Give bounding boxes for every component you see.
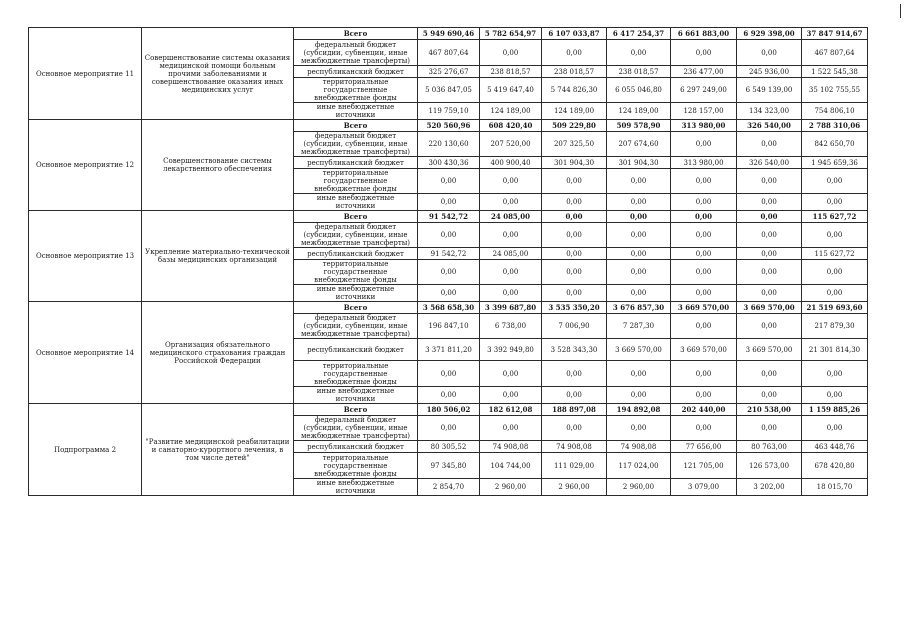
year-value-cell: 3 079,00 <box>671 479 737 496</box>
year-value-cell: 207 520,00 <box>480 132 542 157</box>
year-value-cell: 111 029,00 <box>542 453 607 479</box>
year-value-cell: 202 440,00 <box>671 404 737 416</box>
year-value-cell: 0,00 <box>671 40 737 66</box>
year-value-cell: 3 669 570,00 <box>737 302 802 314</box>
year-value-cell: 0,00 <box>542 223 607 248</box>
activity-description: Совершенствование системы лекарственного обеспечения <box>142 120 294 211</box>
year-value-cell: 134 323,00 <box>737 103 802 120</box>
year-value-cell: 196 847,10 <box>418 314 480 339</box>
year-value-cell: 0,00 <box>671 194 737 211</box>
funding-source: Всего <box>294 404 418 416</box>
year-value-cell: 0,00 <box>737 260 802 285</box>
year-value-cell: 0,00 <box>480 416 542 441</box>
year-value-cell: 24 085,00 <box>480 211 542 223</box>
year-value-cell: 509 229,80 <box>542 120 607 132</box>
year-value-cell: 0,00 <box>607 260 671 285</box>
year-value-cell: 301 904,30 <box>542 157 607 169</box>
total-value-cell: 115 627,72 <box>802 248 868 260</box>
year-value-cell: 5 036 847,05 <box>418 78 480 103</box>
funding-source: территориальные государственные внебюджетные фонды <box>294 361 418 387</box>
year-value-cell: 207 325,50 <box>542 132 607 157</box>
funding-source: территориальные государственные внебюджетные фонды <box>294 453 418 479</box>
year-value-cell: 5 419 647,40 <box>480 78 542 103</box>
year-value-cell: 3 399 687,80 <box>480 302 542 314</box>
year-value-cell: 6 549 139,00 <box>737 78 802 103</box>
total-value-cell: 21 519 693,60 <box>802 302 868 314</box>
year-value-cell: 2 960,00 <box>480 479 542 496</box>
total-value-cell: 467 807,64 <box>802 40 868 66</box>
year-value-cell: 0,00 <box>671 285 737 302</box>
year-value-cell: 117 024,00 <box>607 453 671 479</box>
year-value-cell: 0,00 <box>542 361 607 387</box>
year-value-cell: 0,00 <box>737 223 802 248</box>
funding-source: иные внебюджетные источники <box>294 387 418 404</box>
year-value-cell: 300 430,36 <box>418 157 480 169</box>
year-value-cell: 5 949 690,46 <box>418 28 480 40</box>
year-value-cell: 2 854,70 <box>418 479 480 496</box>
year-value-cell: 6 417 254,37 <box>607 28 671 40</box>
row-total <box>29 404 868 416</box>
year-value-cell: 0,00 <box>671 211 737 223</box>
year-value-cell: 6 929 398,00 <box>737 28 802 40</box>
year-value-cell: 6 297 249,00 <box>671 78 737 103</box>
total-value-cell: 0,00 <box>802 169 868 194</box>
activity-name: Основное мероприятие 12 <box>29 120 142 211</box>
year-value-cell: 0,00 <box>418 285 480 302</box>
year-value-cell: 0,00 <box>607 248 671 260</box>
total-value-cell: 0,00 <box>802 260 868 285</box>
year-value-cell: 80 305,52 <box>418 441 480 453</box>
year-value-cell: 0,00 <box>480 169 542 194</box>
year-value-cell: 0,00 <box>418 387 480 404</box>
year-value-cell: 0,00 <box>737 194 802 211</box>
year-value-cell: 3 392 949,80 <box>480 339 542 361</box>
row-total <box>29 28 868 40</box>
year-value-cell: 6 738,00 <box>480 314 542 339</box>
year-value-cell: 6 107 033,87 <box>542 28 607 40</box>
activity-name: Основное мероприятие 11 <box>29 28 142 120</box>
year-value-cell: 77 656,00 <box>671 441 737 453</box>
year-value-cell: 121 705,00 <box>671 453 737 479</box>
funding-source: федеральный бюджет (субсидии, субвенции, иные межбюджетные трансферты) <box>294 416 418 441</box>
activity-name: Подпрограмма 2 <box>29 404 142 496</box>
total-value-cell: 0,00 <box>802 416 868 441</box>
activity-description: Укрепление материально-технической базы медицинских организаций <box>142 211 294 302</box>
year-value-cell: 0,00 <box>418 416 480 441</box>
year-value-cell: 0,00 <box>737 132 802 157</box>
year-value-cell: 0,00 <box>737 40 802 66</box>
year-value-cell: 207 674,60 <box>607 132 671 157</box>
year-value-cell: 400 900,40 <box>480 157 542 169</box>
year-value-cell: 0,00 <box>542 211 607 223</box>
year-value-cell: 0,00 <box>480 40 542 66</box>
funding-source: Всего <box>294 28 418 40</box>
year-value-cell: 180 506,02 <box>418 404 480 416</box>
year-value-cell: 0,00 <box>542 387 607 404</box>
year-value-cell: 188 897,08 <box>542 404 607 416</box>
funding-source: иные внебюджетные источники <box>294 103 418 120</box>
year-value-cell: 124 189,00 <box>607 103 671 120</box>
year-value-cell: 0,00 <box>542 260 607 285</box>
year-value-cell: 238 818,57 <box>480 66 542 78</box>
total-value-cell: 842 650,70 <box>802 132 868 157</box>
year-value-cell: 97 345,80 <box>418 453 480 479</box>
year-value-cell: 3 202,00 <box>737 479 802 496</box>
year-value-cell: 0,00 <box>671 361 737 387</box>
funding-source: территориальные государственные внебюджетные фонды <box>294 169 418 194</box>
year-value-cell: 0,00 <box>542 169 607 194</box>
year-value-cell: 0,00 <box>480 260 542 285</box>
year-value-cell: 509 578,90 <box>607 120 671 132</box>
year-value-cell: 520 560,96 <box>418 120 480 132</box>
year-value-cell: 325 276,67 <box>418 66 480 78</box>
year-value-cell: 91 542,72 <box>418 248 480 260</box>
year-value-cell: 3 669 570,00 <box>671 302 737 314</box>
year-value-cell: 0,00 <box>607 416 671 441</box>
funding-source: федеральный бюджет (субсидии, субвенции, иные межбюджетные трансферты) <box>294 314 418 339</box>
year-value-cell: 0,00 <box>542 40 607 66</box>
year-value-cell: 245 936,00 <box>737 66 802 78</box>
funding-source: территориальные государственные внебюджетные фонды <box>294 260 418 285</box>
year-value-cell: 0,00 <box>418 169 480 194</box>
total-value-cell: 754 806,10 <box>802 103 868 120</box>
year-value-cell: 0,00 <box>607 361 671 387</box>
year-value-cell: 7 287,30 <box>607 314 671 339</box>
total-value-cell: 18 015,70 <box>802 479 868 496</box>
year-value-cell: 0,00 <box>671 132 737 157</box>
year-value-cell: 0,00 <box>607 223 671 248</box>
year-value-cell: 0,00 <box>542 285 607 302</box>
year-value-cell: 0,00 <box>418 194 480 211</box>
total-value-cell: 463 448,76 <box>802 441 868 453</box>
row-total <box>29 302 868 314</box>
year-value-cell: 236 477,00 <box>671 66 737 78</box>
year-value-cell: 0,00 <box>607 387 671 404</box>
year-value-cell: 467 807,64 <box>418 40 480 66</box>
row-total <box>29 120 868 132</box>
year-value-cell: 6 055 046,80 <box>607 78 671 103</box>
year-value-cell: 91 542,72 <box>418 211 480 223</box>
year-value-cell: 238 018,57 <box>607 66 671 78</box>
budget-table-body <box>29 28 868 496</box>
year-value-cell: 3 371 811,20 <box>418 339 480 361</box>
total-value-cell: 21 301 814,30 <box>802 339 868 361</box>
year-value-cell: 119 759,10 <box>418 103 480 120</box>
year-value-cell: 3 676 857,30 <box>607 302 671 314</box>
year-value-cell: 182 612,08 <box>480 404 542 416</box>
page-edge-mark <box>900 4 901 18</box>
year-value-cell: 210 538,00 <box>737 404 802 416</box>
year-value-cell: 0,00 <box>480 361 542 387</box>
total-value-cell: 0,00 <box>802 223 868 248</box>
year-value-cell: 220 130,60 <box>418 132 480 157</box>
funding-source: федеральный бюджет (субсидии, субвенции, иные межбюджетные трансферты) <box>294 40 418 66</box>
funding-source: иные внебюджетные источники <box>294 285 418 302</box>
year-value-cell: 0,00 <box>480 223 542 248</box>
year-value-cell: 0,00 <box>418 223 480 248</box>
activity-name: Основное мероприятие 13 <box>29 211 142 302</box>
total-value-cell: 1 945 659,36 <box>802 157 868 169</box>
funding-source: федеральный бюджет (субсидии, субвенции, иные межбюджетные трансферты) <box>294 223 418 248</box>
funding-source: республиканский бюджет <box>294 248 418 260</box>
year-value-cell: 0,00 <box>671 260 737 285</box>
funding-source: Всего <box>294 302 418 314</box>
year-value-cell: 24 085,00 <box>480 248 542 260</box>
year-value-cell: 0,00 <box>607 169 671 194</box>
total-value-cell: 1 159 885,26 <box>802 404 868 416</box>
year-value-cell: 3 568 658,30 <box>418 302 480 314</box>
funding-source: республиканский бюджет <box>294 157 418 169</box>
year-value-cell: 326 540,00 <box>737 157 802 169</box>
year-value-cell: 0,00 <box>737 416 802 441</box>
year-value-cell: 0,00 <box>737 361 802 387</box>
year-value-cell: 2 960,00 <box>607 479 671 496</box>
year-value-cell: 0,00 <box>542 416 607 441</box>
year-value-cell: 0,00 <box>671 223 737 248</box>
year-value-cell: 0,00 <box>607 285 671 302</box>
year-value-cell: 80 763,00 <box>737 441 802 453</box>
year-value-cell: 3 669 570,00 <box>607 339 671 361</box>
year-value-cell: 0,00 <box>737 387 802 404</box>
year-value-cell: 0,00 <box>737 211 802 223</box>
year-value-cell: 0,00 <box>480 387 542 404</box>
funding-source: территориальные государственные внебюджетные фонды <box>294 78 418 103</box>
year-value-cell: 74 908,08 <box>607 441 671 453</box>
year-value-cell: 0,00 <box>480 194 542 211</box>
year-value-cell: 0,00 <box>542 248 607 260</box>
year-value-cell: 3 669 570,00 <box>671 339 737 361</box>
total-value-cell: 0,00 <box>802 387 868 404</box>
year-value-cell: 5 782 654,97 <box>480 28 542 40</box>
year-value-cell: 0,00 <box>671 248 737 260</box>
total-value-cell: 37 847 914,67 <box>802 28 868 40</box>
year-value-cell: 0,00 <box>607 40 671 66</box>
activity-description: Совершенствование системы оказания медицинской помощи больным прочими заболеваниями и совершенствование оказания иных медицинских услуг <box>142 28 294 120</box>
activity-name: Основное мероприятие 14 <box>29 302 142 404</box>
year-value-cell: 313 980,00 <box>671 157 737 169</box>
funding-source: иные внебюджетные источники <box>294 194 418 211</box>
year-value-cell: 608 420,40 <box>480 120 542 132</box>
total-value-cell: 0,00 <box>802 361 868 387</box>
funding-source: республиканский бюджет <box>294 339 418 361</box>
funding-source: Всего <box>294 120 418 132</box>
total-value-cell: 217 879,30 <box>802 314 868 339</box>
year-value-cell: 313 980,00 <box>671 120 737 132</box>
year-value-cell: 2 960,00 <box>542 479 607 496</box>
year-value-cell: 0,00 <box>737 285 802 302</box>
year-value-cell: 0,00 <box>542 194 607 211</box>
year-value-cell: 74 908,08 <box>480 441 542 453</box>
year-value-cell: 0,00 <box>607 194 671 211</box>
year-value-cell: 0,00 <box>418 361 480 387</box>
year-value-cell: 0,00 <box>737 169 802 194</box>
total-value-cell: 678 420,80 <box>802 453 868 479</box>
total-value-cell: 2 788 310,06 <box>802 120 868 132</box>
year-value-cell: 0,00 <box>671 416 737 441</box>
year-value-cell: 0,00 <box>671 387 737 404</box>
year-value-cell: 128 157,00 <box>671 103 737 120</box>
funding-source: Всего <box>294 211 418 223</box>
year-value-cell: 3 528 343,30 <box>542 339 607 361</box>
year-value-cell: 0,00 <box>480 285 542 302</box>
total-value-cell: 115 627,72 <box>802 211 868 223</box>
year-value-cell: 3 669 570,00 <box>737 339 802 361</box>
year-value-cell: 124 189,00 <box>480 103 542 120</box>
year-value-cell: 0,00 <box>607 211 671 223</box>
year-value-cell: 6 661 883,00 <box>671 28 737 40</box>
year-value-cell: 0,00 <box>671 169 737 194</box>
year-value-cell: 7 006,90 <box>542 314 607 339</box>
year-value-cell: 3 535 350,20 <box>542 302 607 314</box>
year-value-cell: 194 892,08 <box>607 404 671 416</box>
year-value-cell: 0,00 <box>737 314 802 339</box>
year-value-cell: 0,00 <box>737 248 802 260</box>
row-total <box>29 211 868 223</box>
total-value-cell: 1 522 545,38 <box>802 66 868 78</box>
total-value-cell: 0,00 <box>802 285 868 302</box>
funding-source: республиканский бюджет <box>294 66 418 78</box>
year-value-cell: 126 573,00 <box>737 453 802 479</box>
funding-source: иные внебюджетные источники <box>294 479 418 496</box>
funding-source: республиканский бюджет <box>294 441 418 453</box>
year-value-cell: 301 904,30 <box>607 157 671 169</box>
year-value-cell: 238 018,57 <box>542 66 607 78</box>
year-value-cell: 326 540,00 <box>737 120 802 132</box>
page-content <box>28 27 868 496</box>
year-value-cell: 0,00 <box>671 314 737 339</box>
activity-description: Организация обязательного медицинского страхования граждан Российской Федерации <box>142 302 294 404</box>
budget-table <box>28 27 868 496</box>
funding-source: федеральный бюджет (субсидии, субвенции, иные межбюджетные трансферты) <box>294 132 418 157</box>
year-value-cell: 124 189,00 <box>542 103 607 120</box>
year-value-cell: 0,00 <box>418 260 480 285</box>
year-value-cell: 104 744,00 <box>480 453 542 479</box>
year-value-cell: 74 908,08 <box>542 441 607 453</box>
total-value-cell: 35 102 755,55 <box>802 78 868 103</box>
year-value-cell: 5 744 826,30 <box>542 78 607 103</box>
total-value-cell: 0,00 <box>802 194 868 211</box>
activity-description: "Развитие медицинской реабилитации и санаторно-курортного лечения, в том числе детей" <box>142 404 294 496</box>
